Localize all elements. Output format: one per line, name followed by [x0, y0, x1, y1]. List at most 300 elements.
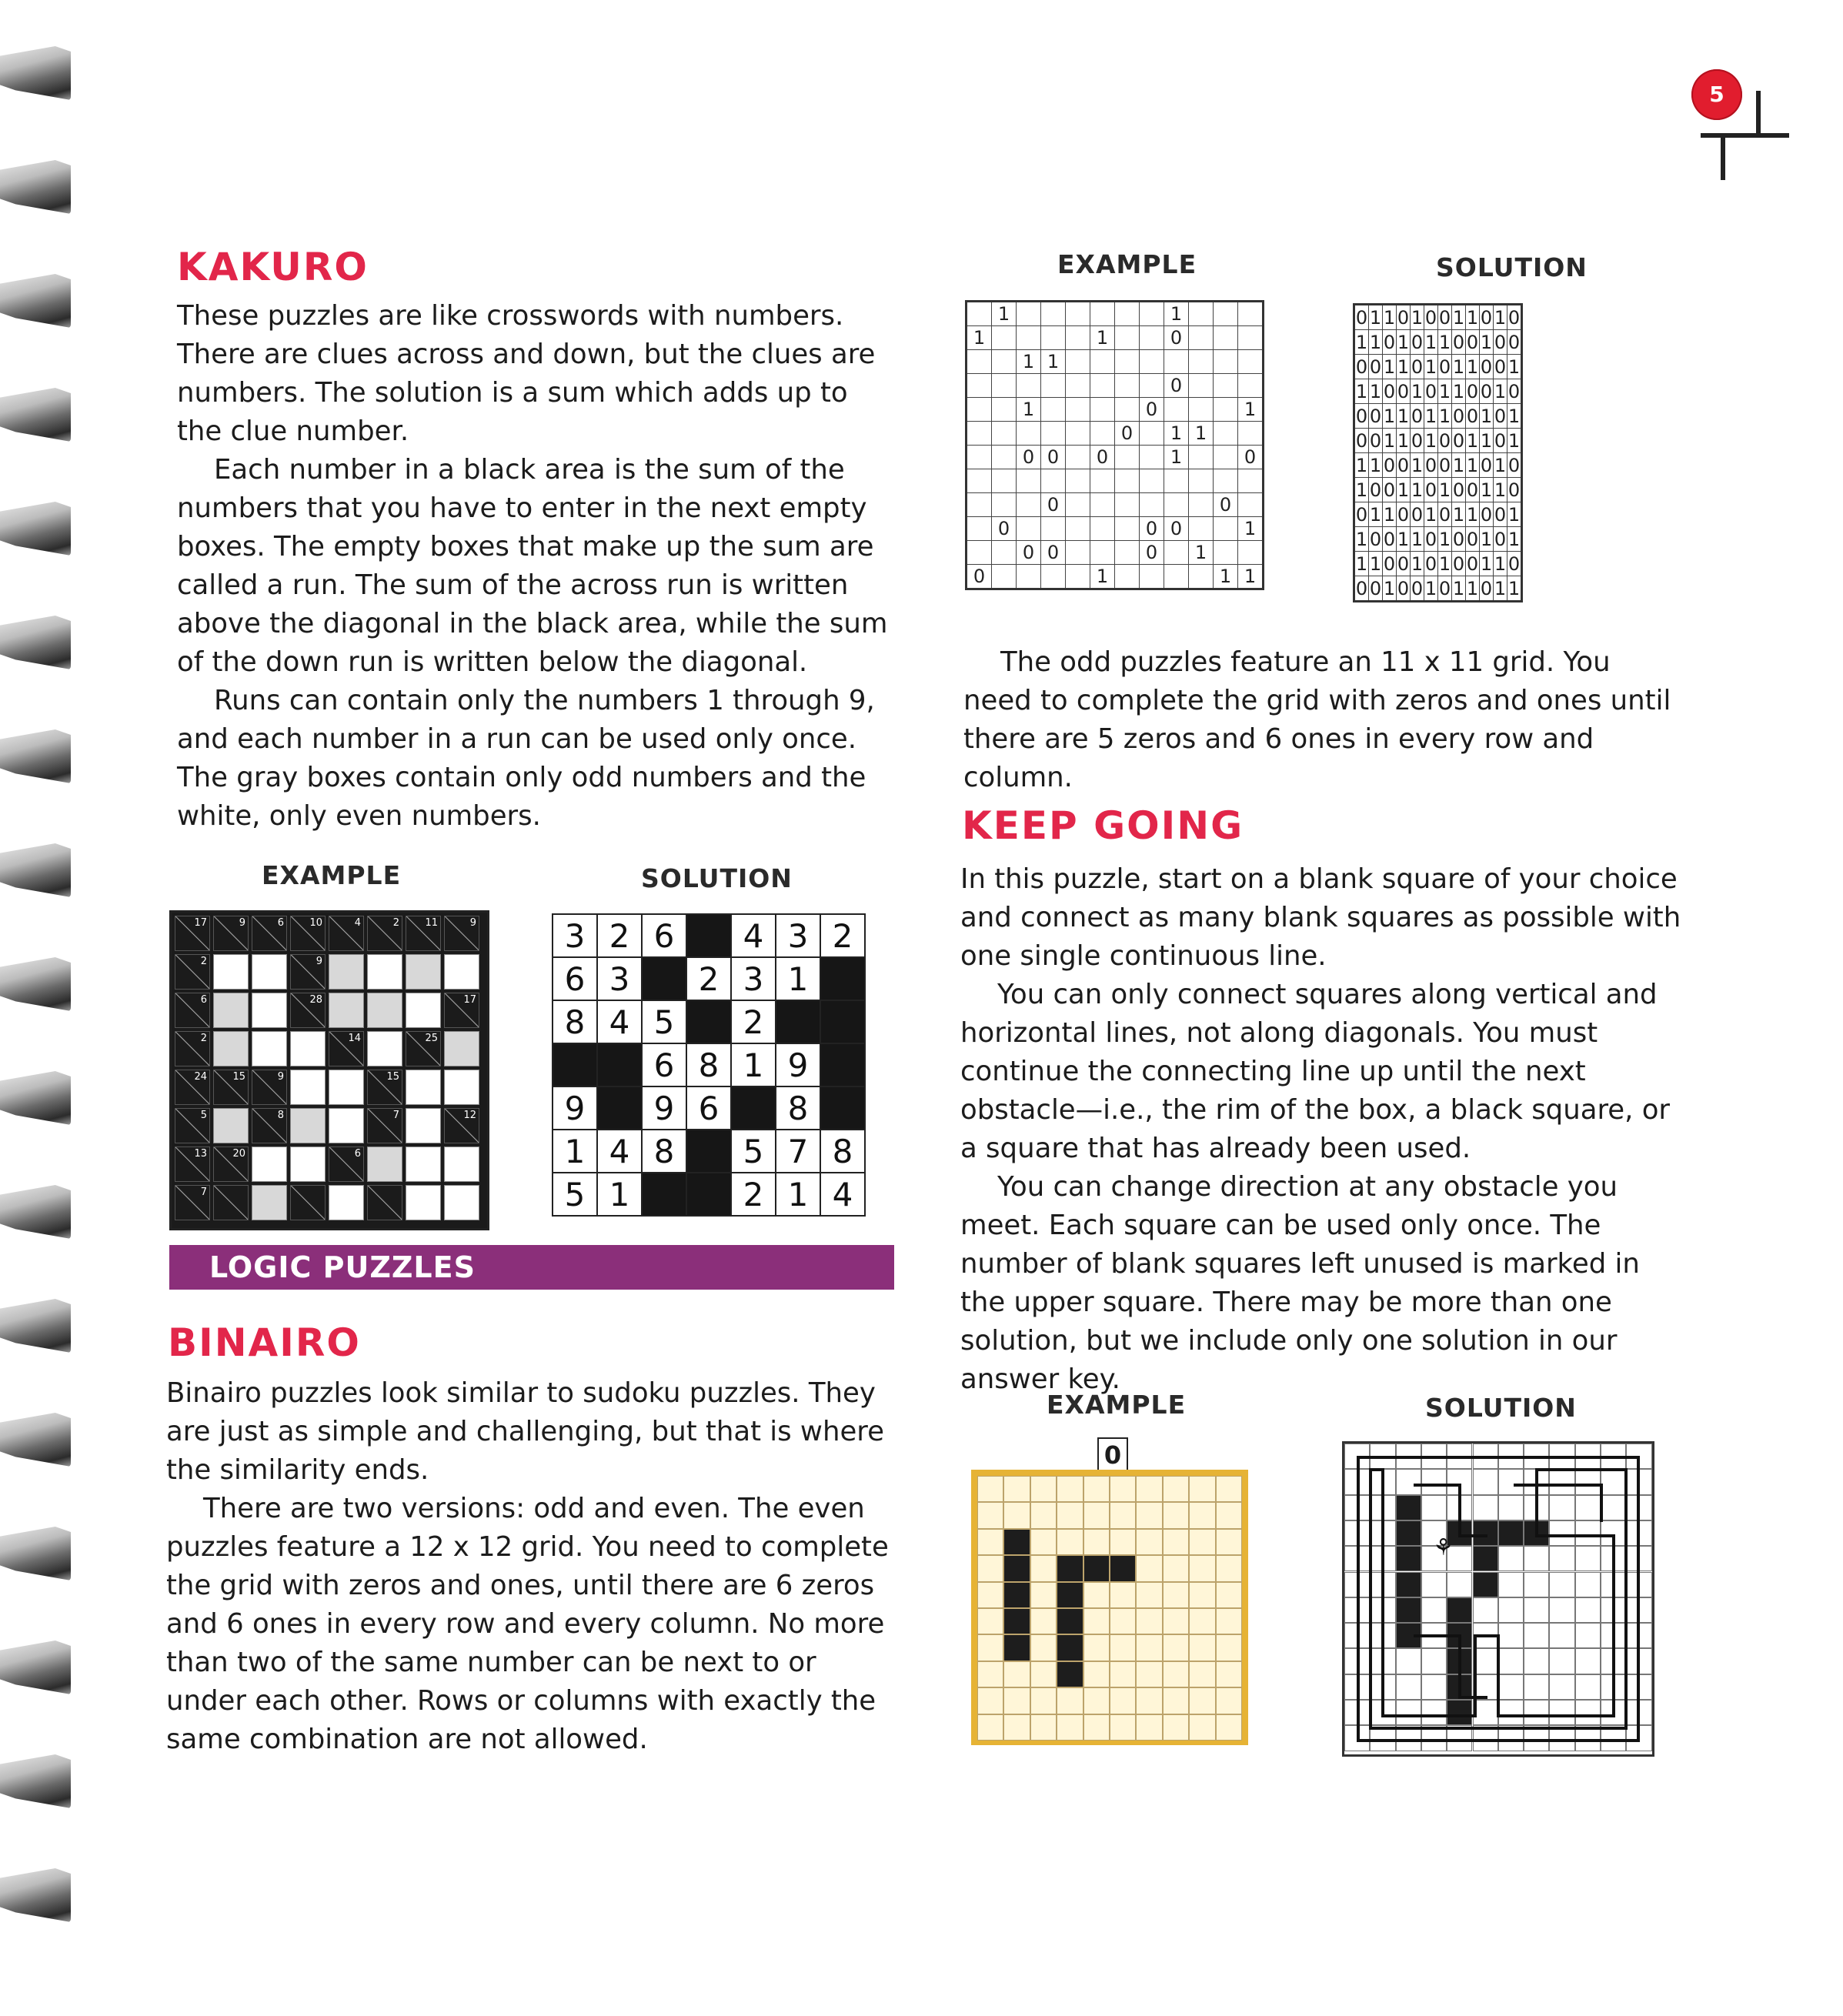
binairo-solution-label: SOLUTION [1436, 252, 1588, 282]
grid-cell [1140, 302, 1164, 326]
grid-row [1354, 379, 1522, 404]
grid-cell [1214, 446, 1238, 469]
grid-cell: 0 [1466, 479, 1479, 501]
even-cell [367, 954, 402, 990]
clue-number: 6 [354, 1148, 361, 1160]
grid-cell: 0 [1041, 541, 1066, 565]
grid-row [967, 565, 1264, 589]
grid-cell: 0 [1424, 552, 1437, 575]
grid-cell [1214, 326, 1238, 350]
grid-cell: 1 [1411, 454, 1424, 476]
grid-cell [1115, 350, 1140, 374]
black-cell [820, 1086, 865, 1130]
grid-cell: 0 [1452, 405, 1465, 427]
grid-cell: 1 [1480, 479, 1493, 501]
grid-cell [1017, 422, 1041, 446]
grid-cell: 1 [1507, 355, 1522, 379]
odd-cell [329, 954, 364, 990]
clue-number: 7 [392, 1110, 399, 1121]
grid-cell [1041, 565, 1066, 589]
grid-cell [992, 326, 1017, 350]
grid-cell: 0 [1397, 380, 1410, 402]
blank-square [1216, 1502, 1242, 1528]
grid-cell: 1 [1424, 355, 1437, 378]
grid-cell: 0 [1397, 503, 1410, 526]
blank-square [1083, 1634, 1110, 1661]
clue-number: 28 [309, 994, 322, 1006]
grid-cell: 1 [1214, 565, 1238, 589]
grid-cell: 0 [1424, 454, 1437, 476]
clue-cell [290, 916, 326, 951]
even-cell [290, 1070, 326, 1105]
grid-cell [1041, 398, 1066, 422]
even-cell [290, 1185, 326, 1220]
grid-cell [967, 398, 992, 422]
clue-number: 14 [348, 1033, 361, 1044]
even-cell [367, 1031, 402, 1066]
solution-cell: 3 [597, 957, 642, 1000]
blank-square [1110, 1476, 1136, 1502]
even-cell [406, 1147, 441, 1182]
even-cell [406, 993, 441, 1028]
grid-cell: 1 [1466, 305, 1480, 330]
grid-cell: 0 [1438, 305, 1452, 330]
grid-cell [1115, 517, 1140, 541]
spiral-coil [0, 160, 71, 214]
crop-mark [1701, 133, 1789, 138]
grid-cell: 1 [1438, 552, 1451, 575]
clue-number: 2 [200, 1033, 207, 1044]
clue-cell [329, 1031, 364, 1066]
blank-square [1136, 1502, 1162, 1528]
blank-square [1189, 1714, 1215, 1741]
blank-square [1136, 1608, 1162, 1634]
grid-cell: 1 [1383, 305, 1397, 330]
clue-number: 9 [469, 917, 476, 929]
grid-cell [1189, 517, 1214, 541]
grid-cell [1041, 374, 1066, 398]
solution-cell: 9 [642, 1086, 686, 1130]
solution-cell: 4 [597, 1000, 642, 1043]
black-cell [686, 1173, 731, 1216]
clue-cell [444, 1108, 479, 1143]
grid-cell: 0 [1369, 528, 1382, 550]
grid-cell [1214, 350, 1238, 374]
spiral-coil [0, 843, 71, 897]
blank-square [1189, 1608, 1215, 1634]
blank-square [1136, 1634, 1162, 1661]
grid-cell [1115, 446, 1140, 469]
binairo-paragraph: The odd puzzles feature an 11 x 11 grid. You need to complete the grid with zeros and ones until there are 5 zeros and 6 ones in every row and column. [963, 646, 1671, 793]
kakuro-solution-row [553, 1000, 865, 1043]
grid-cell: 0 [1140, 398, 1164, 422]
clue-cell [252, 1070, 287, 1105]
kakuro-solution-row [553, 914, 865, 957]
grid-cell: 1 [1383, 576, 1397, 602]
grid-cell [1140, 374, 1164, 398]
blank-square [1057, 1529, 1083, 1555]
grid-cell: 1 [1507, 576, 1522, 602]
grid-cell [1214, 541, 1238, 565]
blank-square [1136, 1714, 1162, 1741]
blank-square [1110, 1502, 1136, 1528]
even-cell [252, 1147, 287, 1182]
grid-row [967, 541, 1264, 565]
grid-cell: 1 [1164, 302, 1189, 326]
kakuro-example-grid [169, 910, 489, 1230]
blank-square [1030, 1608, 1057, 1634]
clue-number: 8 [277, 1110, 284, 1121]
blank-square [977, 1661, 1003, 1687]
kakuro-paragraph: These puzzles are like crosswords with numbers. There are clues across and down, but the clues are numbers. The solution is a sum which adds up to the clue number. [177, 300, 876, 447]
solution-cell: 6 [686, 1086, 731, 1130]
clue-number: 2 [200, 956, 207, 967]
even-cell [444, 954, 479, 990]
keep-going-example-label: EXAMPLE [1047, 1390, 1187, 1420]
grid-row [1354, 355, 1522, 379]
grid-row [967, 422, 1264, 446]
grid-cell: 1 [1466, 576, 1480, 602]
spiral-coil [0, 1413, 71, 1467]
spiral-coil [0, 1185, 71, 1239]
clue-number: 2 [392, 917, 399, 929]
grid-cell: 0 [1369, 479, 1382, 501]
grid-cell: 0 [1397, 552, 1410, 575]
blank-square [1216, 1714, 1242, 1741]
grid-cell: 0 [1238, 446, 1264, 469]
grid-cell [992, 446, 1017, 469]
grid-cell: 1 [1480, 331, 1493, 353]
clue-cell [252, 916, 287, 951]
grid-cell [1214, 302, 1238, 326]
grid-cell: 1 [1041, 350, 1066, 374]
even-cell [290, 1031, 326, 1066]
grid-cell [1017, 517, 1041, 541]
grid-cell [1189, 565, 1214, 589]
grid-cell: 0 [1494, 429, 1507, 452]
grid-cell: 1 [1507, 527, 1522, 552]
blank-square [1030, 1476, 1057, 1502]
binairo-example-grid [965, 300, 1264, 590]
solution-cell: 8 [553, 1000, 597, 1043]
grid-cell [1066, 398, 1090, 422]
grid-row [967, 493, 1264, 517]
grid-cell [1164, 398, 1189, 422]
blank-square [1163, 1582, 1189, 1608]
even-cell [406, 1070, 441, 1105]
blank-square [1030, 1555, 1057, 1581]
black-cell [820, 1043, 865, 1086]
blank-square [1163, 1502, 1189, 1528]
grid-cell [967, 493, 992, 517]
solution-cell: 8 [686, 1043, 731, 1086]
solution-cell: 8 [642, 1130, 686, 1173]
binairo-heading: BINAIRO [168, 1320, 361, 1365]
clue-number: 6 [277, 917, 284, 929]
grid-cell: 1 [1017, 398, 1041, 422]
blank-square [1163, 1661, 1189, 1687]
grid-row [967, 469, 1264, 493]
even-cell [406, 1108, 441, 1143]
solution-cell: 4 [820, 1173, 865, 1216]
grid-cell: 0 [1452, 331, 1465, 353]
blank-square [1030, 1582, 1057, 1608]
grid-cell: 0 [1383, 454, 1396, 476]
grid-cell: 1 [1494, 305, 1507, 330]
grid-cell: 0 [1480, 454, 1493, 476]
keep-going-example-grid [971, 1470, 1248, 1745]
clue-cell [406, 916, 441, 951]
even-cell [213, 954, 249, 990]
grid-cell: 1 [1452, 503, 1465, 526]
kakuro-solution-row [553, 957, 865, 1000]
spiral-coil [0, 502, 71, 556]
blank-square [1083, 1502, 1110, 1528]
blank-square [1163, 1555, 1189, 1581]
solution-cell: 1 [776, 1173, 820, 1216]
clue-cell [213, 1070, 249, 1105]
grid-cell: 1 [1383, 355, 1396, 378]
grid-cell [1214, 422, 1238, 446]
grid-cell: 0 [1480, 503, 1493, 526]
blank-square [1003, 1502, 1030, 1528]
even-cell [252, 1031, 287, 1066]
clue-cell [444, 993, 479, 1028]
clue-cell [175, 1070, 210, 1105]
grid-cell: 0 [1383, 479, 1396, 501]
grid-row [1354, 453, 1522, 478]
grid-cell [1041, 302, 1066, 326]
blank-square [1136, 1555, 1162, 1581]
grid-cell [1066, 446, 1090, 469]
blank-square [1030, 1529, 1057, 1555]
grid-cell [1115, 469, 1140, 493]
grid-cell [1189, 469, 1214, 493]
grid-cell: 0 [1411, 429, 1424, 452]
grid-cell [1066, 565, 1090, 589]
even-cell [329, 1108, 364, 1143]
grid-cell: 0 [992, 517, 1017, 541]
grid-cell: 1 [1466, 454, 1479, 476]
odd-cell [252, 1185, 287, 1220]
blank-square [1030, 1714, 1057, 1741]
solution-cell: 3 [776, 914, 820, 957]
solution-cell: 1 [597, 1173, 642, 1216]
blank-square [1189, 1661, 1215, 1687]
even-cell [329, 1070, 364, 1105]
kakuro-solution-row [553, 1086, 865, 1130]
even-cell [444, 1070, 479, 1105]
grid-cell [992, 422, 1017, 446]
grid-cell: 0 [1507, 305, 1522, 330]
blank-square [1083, 1714, 1110, 1741]
grid-cell: 1 [1480, 528, 1493, 550]
grid-cell: 1 [967, 326, 992, 350]
grid-cell: 1 [1494, 576, 1507, 602]
blank-square [1189, 1476, 1215, 1502]
grid-cell: 0 [1369, 405, 1382, 427]
grid-cell: 1 [1354, 478, 1369, 502]
solution-cell: 2 [820, 914, 865, 957]
blank-square [1083, 1661, 1110, 1687]
grid-cell: 1 [1354, 453, 1369, 478]
grid-cell: 0 [1140, 517, 1164, 541]
grid-cell: 1 [1164, 422, 1189, 446]
grid-cell: 0 [1494, 528, 1507, 550]
grid-cell: 0 [1452, 552, 1465, 575]
black-square [1057, 1555, 1083, 1581]
clue-cell [290, 993, 326, 1028]
grid-cell: 0 [1452, 479, 1465, 501]
grid-cell [1189, 326, 1214, 350]
blank-square [1136, 1582, 1162, 1608]
binairo-text [166, 1374, 897, 1759]
grid-cell: 1 [1507, 404, 1522, 429]
even-cell [444, 1185, 479, 1220]
solution-cell: 6 [642, 914, 686, 957]
clue-number: 5 [200, 1110, 207, 1121]
grid-cell: 0 [1369, 576, 1383, 602]
solution-path [1344, 1444, 1652, 1754]
grid-cell [1041, 422, 1066, 446]
spiral-coil [0, 1071, 71, 1125]
grid-cell [1164, 565, 1189, 589]
grid-cell [1066, 326, 1090, 350]
blank-square [1163, 1608, 1189, 1634]
grid-row [967, 326, 1264, 350]
solution-cell: 8 [776, 1086, 820, 1130]
clue-cell [329, 1147, 364, 1182]
clue-number: 13 [194, 1148, 207, 1160]
grid-cell: 1 [1424, 576, 1438, 602]
blank-square [1216, 1634, 1242, 1661]
grid-cell: 1 [1438, 380, 1451, 402]
grid-cell [1164, 350, 1189, 374]
grid-cell [967, 446, 992, 469]
grid-cell [1140, 326, 1164, 350]
grid-cell [1041, 469, 1066, 493]
grid-cell: 1 [1369, 552, 1382, 575]
grid-cell: 1 [1090, 326, 1115, 350]
kakuro-solution-grid [552, 913, 866, 1217]
grid-cell: 0 [1424, 479, 1437, 501]
clue-cell [175, 916, 210, 951]
blank-square [977, 1529, 1003, 1555]
grid-cell [1066, 422, 1090, 446]
grid-cell: 0 [1369, 429, 1382, 452]
grid-cell [992, 398, 1017, 422]
black-cell [597, 1043, 642, 1086]
blank-square [1136, 1529, 1162, 1555]
blank-square [977, 1714, 1003, 1741]
grid-cell [992, 493, 1017, 517]
grid-cell: 0 [1354, 576, 1369, 602]
solution-path-lines [1358, 1457, 1638, 1741]
blank-square [977, 1608, 1003, 1634]
clue-cell [252, 1108, 287, 1143]
grid-cell: 1 [1494, 380, 1507, 402]
solution-cell: 2 [597, 914, 642, 957]
clue-number: 15 [232, 1071, 245, 1083]
grid-cell [1189, 398, 1214, 422]
grid-cell [1090, 374, 1115, 398]
grid-cell: 1 [1397, 355, 1410, 378]
grid-cell: 1 [1369, 503, 1382, 526]
grid-cell: 0 [1424, 305, 1438, 330]
grid-cell: 1 [1411, 479, 1424, 501]
grid-cell [1090, 350, 1115, 374]
grid-cell: 0 [1507, 453, 1522, 478]
black-square [1003, 1529, 1030, 1555]
grid-cell [967, 469, 992, 493]
grid-cell [1214, 374, 1238, 398]
even-cell [329, 1185, 364, 1220]
grid-cell: 0 [1438, 503, 1451, 526]
black-cell [776, 1000, 820, 1043]
grid-cell: 0 [1438, 355, 1451, 378]
grid-cell: 1 [1411, 380, 1424, 402]
spiral-coil [0, 46, 71, 100]
blank-square [1216, 1555, 1242, 1581]
solution-cell: 7 [776, 1130, 820, 1173]
grid-cell: 0 [1411, 405, 1424, 427]
blank-square [977, 1555, 1003, 1581]
grid-row [1354, 478, 1522, 502]
kakuro-solution-row [553, 1043, 865, 1086]
grid-cell: 0 [1480, 305, 1494, 330]
grid-cell [1090, 517, 1115, 541]
grid-cell: 1 [1189, 422, 1214, 446]
grid-row [967, 374, 1264, 398]
grid-cell: 0 [1507, 330, 1522, 355]
solution-cell: 4 [731, 914, 776, 957]
blank-square [1110, 1634, 1136, 1661]
grid-row [1354, 552, 1522, 576]
blank-square [1163, 1476, 1189, 1502]
grid-cell: 1 [1494, 552, 1507, 575]
black-square [1057, 1608, 1083, 1634]
keep-going-paragraph: In this puzzle, start on a blank square of your choice and connect as many blank squares as possible with one single continuous line. [960, 863, 1681, 972]
grid-cell [1090, 422, 1115, 446]
grid-cell: 0 [1411, 503, 1424, 526]
grid-cell: 0 [1397, 576, 1411, 602]
grid-cell: 1 [1354, 552, 1369, 576]
black-square [1003, 1608, 1030, 1634]
black-cell [820, 1000, 865, 1043]
clue-number: 9 [316, 956, 322, 967]
grid-cell: 1 [1397, 479, 1410, 501]
clue-cell [213, 916, 249, 951]
black-cell [642, 957, 686, 1000]
black-square [1083, 1555, 1110, 1581]
even-cell [406, 1185, 441, 1220]
grid-cell: 0 [1466, 528, 1479, 550]
grid-cell [1238, 350, 1264, 374]
grid-cell [1238, 374, 1264, 398]
clue-number: 9 [239, 917, 245, 929]
grid-cell [1115, 493, 1140, 517]
solution-cell: 3 [553, 914, 597, 957]
blank-square [1163, 1529, 1189, 1555]
grid-cell: 0 [1411, 331, 1424, 353]
clue-number: 4 [354, 917, 361, 929]
blank-square [977, 1502, 1003, 1528]
grid-cell [1066, 541, 1090, 565]
grid-cell: 1 [1369, 454, 1382, 476]
solution-cell: 5 [642, 1000, 686, 1043]
grid-cell [1017, 302, 1041, 326]
spiral-coil [0, 274, 71, 328]
